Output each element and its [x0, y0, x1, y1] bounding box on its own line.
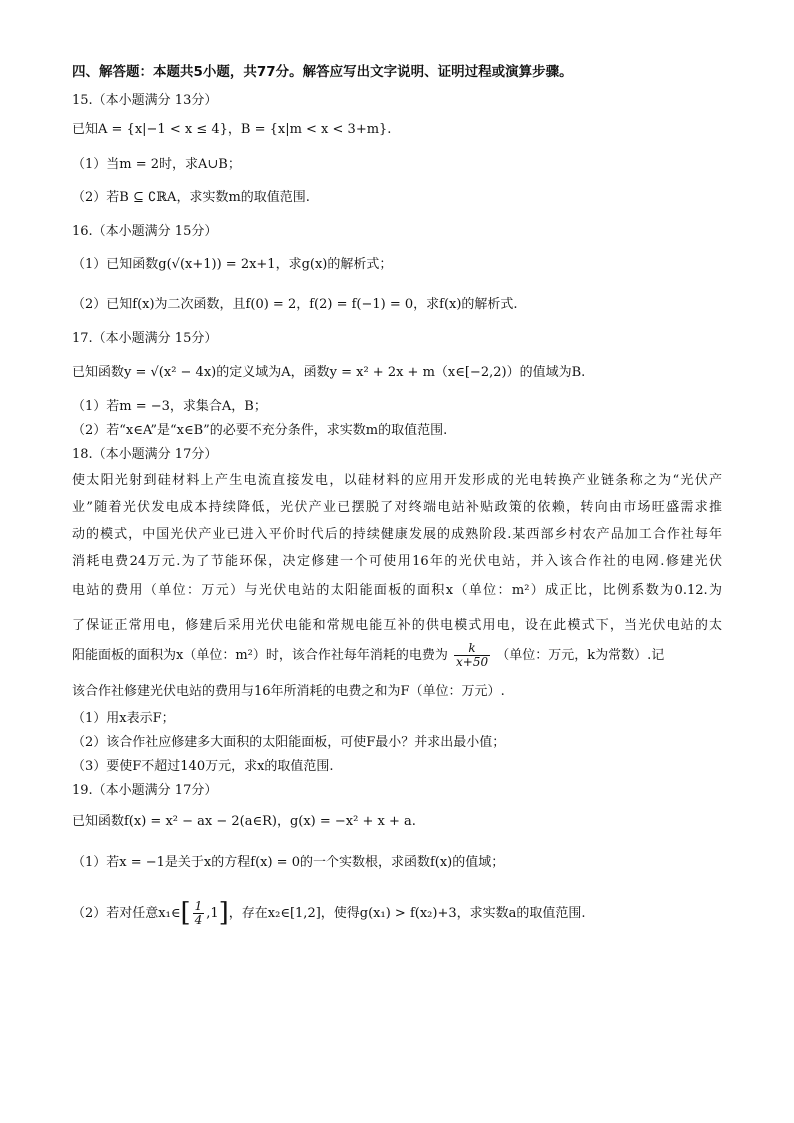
section-header: 四、解答题：本题共5小题，共77分。解答应写出文字说明、证明过程或演算步骤。	[72, 64, 573, 80]
quarter-numerator: 1	[194, 898, 203, 913]
problem-18-text-line-7	[72, 642, 664, 669]
problem-17-heading: 17.（本小题满分 15分）	[72, 331, 218, 346]
problem-15-part-2: （2）若B ⊆ ∁ℝA，求实数m的取值范围.	[72, 190, 310, 205]
problem-16-heading: 16.（本小题满分 15分）	[72, 224, 218, 239]
quarter-fraction	[193, 900, 205, 927]
problem-19-part-1: （1）若x = −1是关于x的方程f(x) = 0的一个实数根，求函数f(x)的值域；	[72, 855, 505, 870]
interval-left-bracket: [	[180, 898, 191, 928]
quarter-denominator: 4	[194, 912, 203, 927]
problem-18-text-line-6: 了保证正常用电，修建后采用光伏电能和常规电能互补的供电模式用电，设在此模式下，当光伏电站的太	[72, 618, 722, 633]
problem-15-part-1: （1）当m = 2时，求A∪B；	[72, 157, 241, 172]
problem-18-heading: 18.（本小题满分 17分）	[72, 447, 218, 462]
problem-18-text-line-8: 该合作社修建光伏电站的费用与16年所消耗的电费之和为F（单位：万元）.	[72, 684, 505, 699]
problem-15-heading: 15.（本小题满分 13分）	[72, 93, 218, 108]
problem-16-part-1: （1）已知函数g(√(x+1)) = 2x+1，求g(x)的解析式；	[72, 257, 393, 272]
problem-18-text-line-7-start: 阳能面板的面积为x（单位：m²）时，该合作社每年消耗的电费为	[72, 648, 448, 664]
problem-18-text-line-1: 使太阳光射到硅材料上产生电流直接发电，以硅材料的应用开发形成的光电转换产业链条称之为“光伏产	[72, 473, 722, 488]
problem-16-part-2: （2）已知f(x)为二次函数，且f(0) = 2，f(2) = f(−1) = 0，求f(x)的解析式.	[72, 297, 518, 312]
fraction-numerator: k	[454, 642, 490, 656]
problem-18-part-1: （1）用x表示F；	[72, 711, 175, 726]
fraction-denominator: x+50	[456, 655, 489, 670]
problem-18-text-line-3: 动的模式，中国光伏产业已进入平价时代后的持续健康发展的成熟阶段.某西部乡村农产品加工合作社每年	[72, 527, 722, 542]
problem-19-part-2-end: ，存在x₂∈[1,2]，使得g(x₁) > f(x₂)+3，求实数a的取值范围.	[228, 905, 586, 921]
problem-18-text-line-4: 消耗电费24万元.为了节能环保，决定修建一个可使用16年的光伏电站，并入该合作社的电网.修建光伏	[72, 554, 722, 569]
problem-18-text-line-5: 电站的费用（单位：万元）与光伏电站的太阳能面板的面积x（单位：m²）成正比，比例系数为0.12.为	[72, 583, 722, 598]
problem-19-part-2-start: （2）若对任意x₁∈	[72, 905, 181, 921]
problem-19-given: 已知函数f(x) = x² − ax − 2(a∈R)，g(x) = −x² + x + a.	[72, 814, 416, 829]
problem-19-heading: 19.（本小题满分 17分）	[72, 783, 218, 798]
problem-17-part-1: （1）若m = −3，求集合A，B；	[72, 399, 267, 414]
interval-right-bracket: ]	[218, 898, 229, 928]
problem-15-given: 已知A = {x|−1 < x ≤ 4}，B = {x|m < x < 3+m}.	[72, 122, 392, 137]
problem-19-part-2	[72, 897, 586, 930]
problem-18-text-line-7-end: （单位：万元，k为常数）.记	[496, 648, 665, 664]
problem-17-given: 已知函数y = √(x² − 4x)的定义域为A，函数y = x² + 2x + m（x∈[−2,2)）的值域为B.	[72, 365, 586, 380]
problem-18-text-line-2: 业”随着光伏发电成本持续降低，光伏产业已摆脱了对终端电站补贴政策的依赖，转向由市场旺盛需求推	[72, 500, 722, 515]
problem-18-part-3: （3）要使F不超过140万元，求x的取值范围.	[72, 759, 334, 774]
problem-17-part-2: （2）若“x∈A”是“x∈B”的必要不充分条件，求实数m的取值范围.	[72, 423, 448, 438]
problem-18-part-2: （2）该合作社应修建多大面积的太阳能面板，可使F最小？并求出最小值；	[72, 735, 506, 750]
interval-tail: ,1	[206, 905, 219, 921]
electricity-cost-fraction	[454, 642, 490, 669]
